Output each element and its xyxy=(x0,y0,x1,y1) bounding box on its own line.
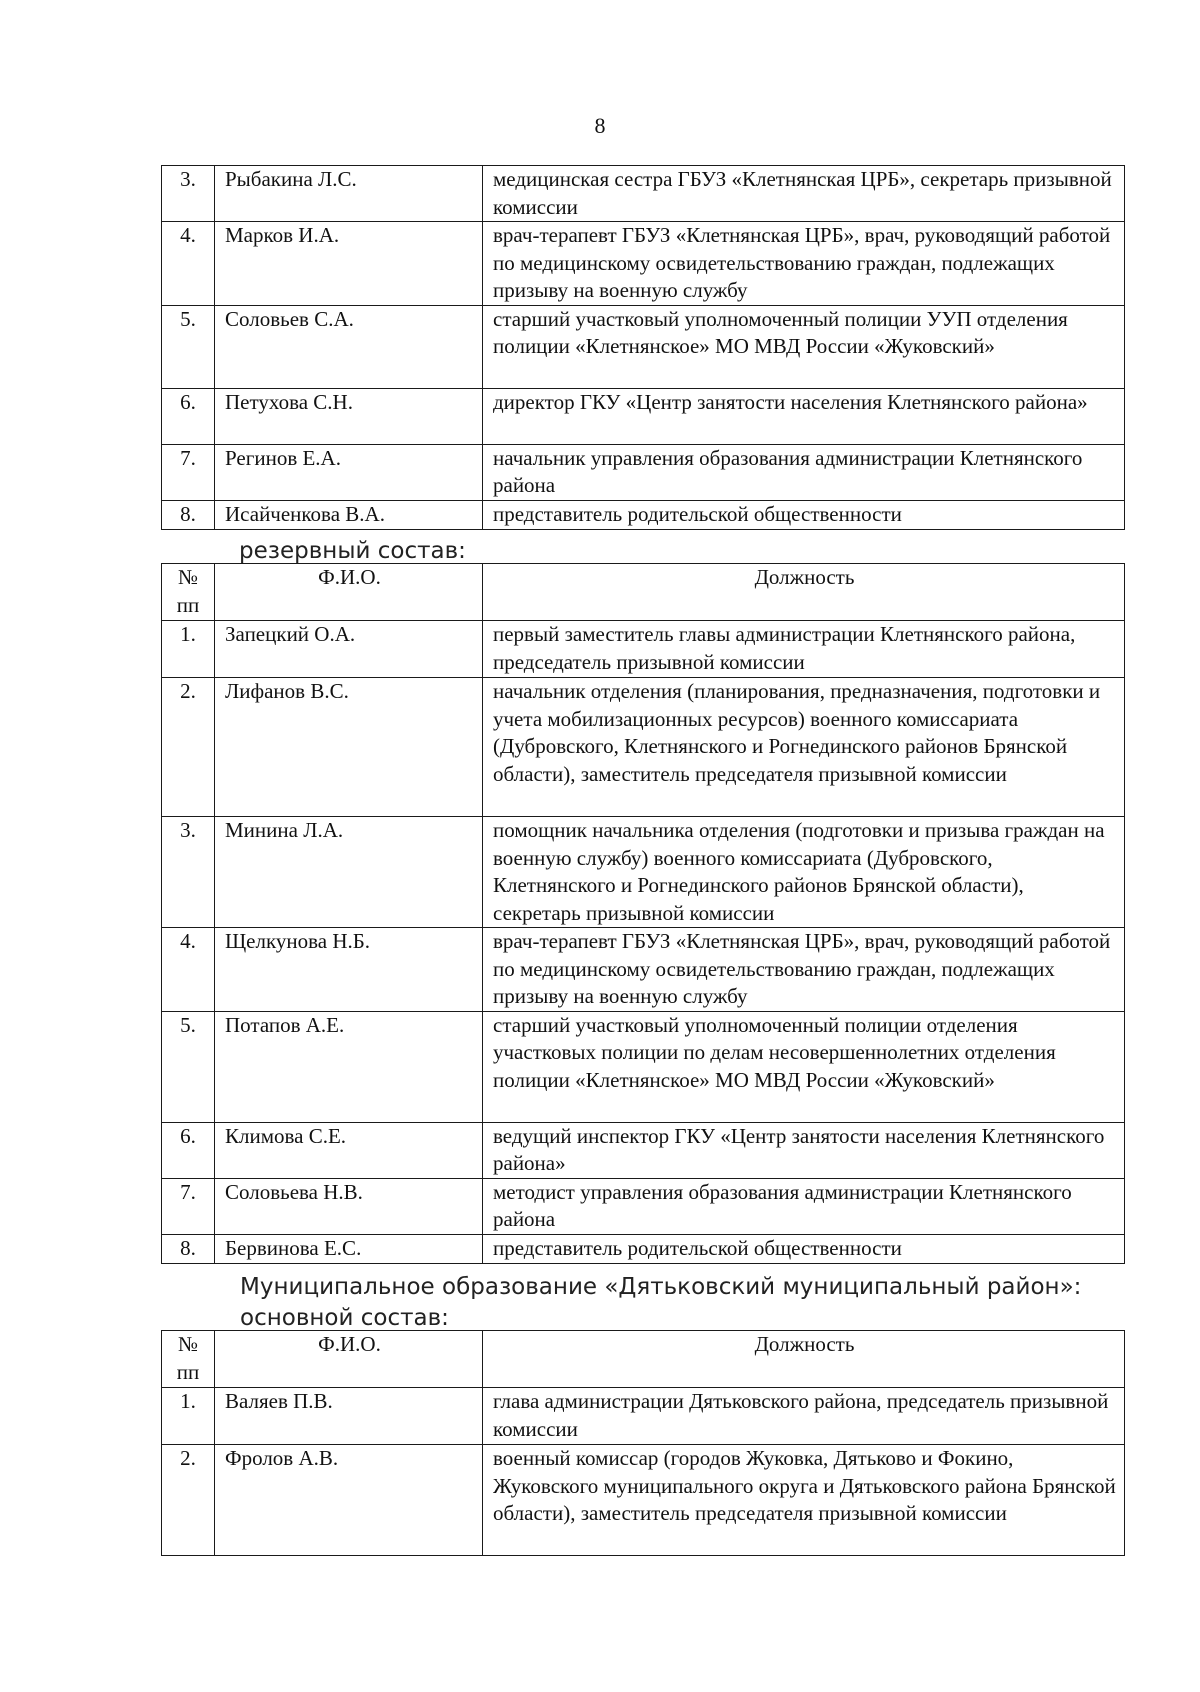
header-number: № пп xyxy=(162,1331,215,1388)
member-name: Соловьева Н.В. xyxy=(215,1178,483,1234)
header-position: Должность xyxy=(483,564,1125,621)
member-name: Рыбакина Л.С. xyxy=(215,166,483,222)
member-name: Регинов Е.А. xyxy=(215,444,483,500)
member-name: Исайченкова В.А. xyxy=(215,500,483,529)
row-number: 8. xyxy=(162,1234,215,1263)
member-position: директор ГКУ «Центр занятости населения Клетнянского района» xyxy=(483,388,1125,444)
table-row xyxy=(162,621,1125,678)
table-row xyxy=(162,305,1125,388)
row-number: 6. xyxy=(162,1122,215,1178)
member-position: врач-терапевт ГБУЗ «Клетнянская ЦРБ», врач, руководящий работой по медицинскому освидетельствованию граждан, подлежащих призыву на военную службу xyxy=(483,222,1125,306)
section-title: Муниципальное образование «Дятьковский муниципальный район»: xyxy=(240,1274,1082,1300)
table-row xyxy=(162,928,1125,1012)
row-number: 3. xyxy=(162,166,215,222)
member-position: врач-терапевт ГБУЗ «Клетнянская ЦРБ», врач, руководящий работой по медицинскому освидетельствованию граждан, подлежащих призыву на военную службу xyxy=(483,928,1125,1012)
row-number: 4. xyxy=(162,222,215,306)
row-number: 5. xyxy=(162,305,215,388)
dyatkovo-main-table xyxy=(161,1330,1125,1556)
member-position: методист управления образования администрации Клетнянского района xyxy=(483,1178,1125,1234)
table-row xyxy=(162,222,1125,306)
header-name: Ф.И.О. xyxy=(215,1331,483,1388)
member-position: ведущий инспектор ГКУ «Центр занятости населения Клетнянского района» xyxy=(483,1122,1125,1178)
row-number: 7. xyxy=(162,1178,215,1234)
member-name: Петухова С.Н. xyxy=(215,388,483,444)
table-row xyxy=(162,166,1125,222)
member-name: Фролов А.В. xyxy=(215,1445,483,1556)
table-row xyxy=(162,1388,1125,1445)
row-number: 2. xyxy=(162,1445,215,1556)
member-position: медицинская сестра ГБУЗ «Клетнянская ЦРБ», секретарь призывной комиссии xyxy=(483,166,1125,222)
table-row xyxy=(162,444,1125,500)
page-number: 8 xyxy=(594,113,606,138)
member-position: начальник управления образования администрации Клетнянского района xyxy=(483,444,1125,500)
table-row xyxy=(162,1122,1125,1178)
header-position: Должность xyxy=(483,1331,1125,1388)
member-position: военный комиссар (городов Жуковка, Дятьково и Фокино, Жуковского муниципального округа и Дятьковского района Брянской области), заместитель председателя призывной комиссии xyxy=(483,1445,1125,1556)
table-row xyxy=(162,817,1125,928)
row-number: 5. xyxy=(162,1011,215,1122)
table-header-row xyxy=(162,1331,1125,1388)
table-header-row xyxy=(162,564,1125,621)
member-name: Соловьев С.А. xyxy=(215,305,483,388)
main-caption: основной состав: xyxy=(240,1305,449,1331)
row-number: 6. xyxy=(162,388,215,444)
row-number: 1. xyxy=(162,621,215,678)
row-number: 7. xyxy=(162,444,215,500)
member-name: Бервинова Е.С. xyxy=(215,1234,483,1263)
member-position: помощник начальника отделения (подготовки и призыва граждан на военную службу) военного комиссариата (Дубровского, Клетнянского и Рогнединского районов Брянской области), секретарь призывной комиссии xyxy=(483,817,1125,928)
member-name: Марков И.А. xyxy=(215,222,483,306)
member-name: Минина Л.А. xyxy=(215,817,483,928)
header-number: № пп xyxy=(162,564,215,621)
member-position: первый заместитель главы администрации Клетнянского района, председатель призывной комиссии xyxy=(483,621,1125,678)
member-position: представитель родительской общественности xyxy=(483,500,1125,529)
table-row xyxy=(162,1234,1125,1263)
table-row xyxy=(162,500,1125,529)
member-name: Потапов А.Е. xyxy=(215,1011,483,1122)
member-name: Климова С.Е. xyxy=(215,1122,483,1178)
member-position: представитель родительской общественности xyxy=(483,1234,1125,1263)
member-name: Валяев П.В. xyxy=(215,1388,483,1445)
header-name: Ф.И.О. xyxy=(215,564,483,621)
table-row xyxy=(162,1011,1125,1122)
row-number: 4. xyxy=(162,928,215,1012)
row-number: 8. xyxy=(162,500,215,529)
member-name: Лифанов В.С. xyxy=(215,678,483,817)
row-number: 2. xyxy=(162,678,215,817)
klet-main-table xyxy=(161,165,1125,530)
member-name: Запецкий О.А. xyxy=(215,621,483,678)
member-position: старший участковый уполномоченный полиции УУП отделения полиции «Клетнянское» МО МВД России «Жуковский» xyxy=(483,305,1125,388)
member-position: старший участковый уполномоченный полиции отделения участковых полиции по делам несовершеннолетних отделения полиции «Клетнянское» МО МВД России «Жуковский» xyxy=(483,1011,1125,1122)
member-name: Щелкунова Н.Б. xyxy=(215,928,483,1012)
row-number: 3. xyxy=(162,817,215,928)
table-row xyxy=(162,388,1125,444)
table-row xyxy=(162,678,1125,817)
table-row xyxy=(162,1178,1125,1234)
table-row xyxy=(162,1445,1125,1556)
row-number: 1. xyxy=(162,1388,215,1445)
member-position: начальник отделения (планирования, предназначения, подготовки и учета мобилизационных ресурсов) военного комиссариата (Дубровского, Клетнянского и Рогнединского районов Брянской области), заместитель председателя призывной комиссии xyxy=(483,678,1125,817)
member-position: глава администрации Дятьковского района, председатель призывной комиссии xyxy=(483,1388,1125,1445)
reserve-caption: резервный состав: xyxy=(239,538,466,564)
klet-reserve-table xyxy=(161,563,1125,1264)
